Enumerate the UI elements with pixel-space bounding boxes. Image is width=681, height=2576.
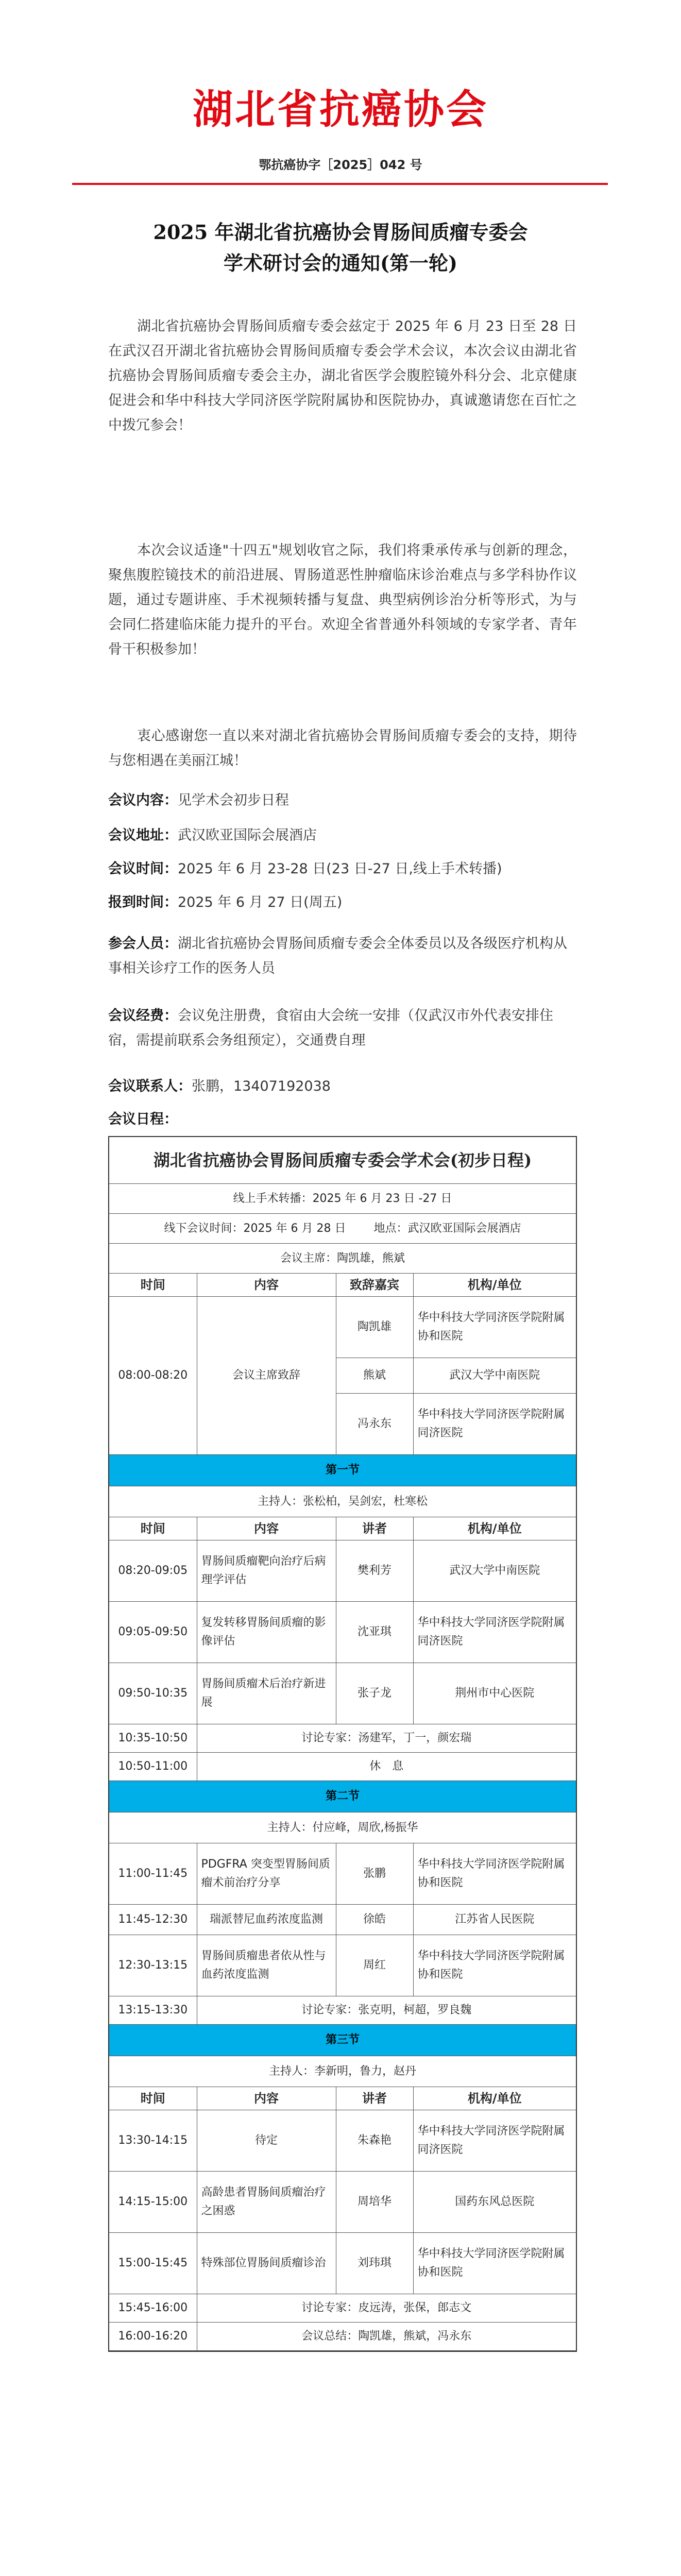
talk-time: 09:50-10:35 — [109, 1663, 197, 1724]
thanks-paragraph: 衷心感谢您一直以来对湖北省抗癌协会胃肠间质瘤专委会的支持，期待与您相遇在美丽江城！ — [108, 728, 577, 769]
talk-org: 荆州市中心医院 — [413, 1663, 576, 1724]
col-header: 机构/单位 — [413, 1517, 576, 1540]
talk-org: 华中科技大学同济医学院附属协和医院 — [413, 2233, 576, 2294]
online-info: 线上手术转播：2025 年 6 月 23 日 -27 日 — [109, 1184, 576, 1214]
talk-time: 15:00-15:45 — [109, 2233, 197, 2294]
col-header: 讲者 — [336, 2087, 413, 2110]
notice-title-line2: 学术研讨会的通知(第一轮) — [224, 251, 457, 275]
talk-time: 11:00-11:45 — [109, 1843, 197, 1905]
table-row — [109, 1753, 576, 1781]
red-divider — [72, 183, 608, 185]
col-header: 机构/单位 — [413, 2087, 576, 2110]
talk-speaker: 周红 — [336, 1935, 413, 1996]
talk-content: 胃肠间质瘤术后治疗新进展 — [197, 1663, 336, 1724]
col-header: 内容 — [197, 1274, 336, 1297]
guest-name: 冯永东 — [336, 1394, 413, 1455]
talk-content: PDGFRA 突变型胃肠间质瘤术前治疗分享 — [197, 1843, 336, 1905]
table-row — [109, 2233, 576, 2294]
talk-speaker: 刘玮琪 — [336, 2233, 413, 2294]
talk-time: 08:20-09:05 — [109, 1540, 197, 1602]
talk-content: 胃肠间质瘤患者依从性与血药浓度监测 — [197, 1935, 336, 1996]
discuss-time: 10:35-10:50 — [109, 1724, 197, 1753]
guest-org: 武汉大学中南医院 — [413, 1358, 576, 1394]
closing-time: 16:00-16:20 — [109, 2323, 197, 2351]
talk-speaker: 徐皓 — [336, 1905, 413, 1935]
table-row — [109, 1297, 576, 1358]
col-header: 时间 — [109, 2087, 197, 2110]
talk-content: 待定 — [197, 2110, 336, 2172]
section-2-header: 第二节 — [109, 1781, 576, 1812]
col-header: 时间 — [109, 1274, 197, 1297]
info-fee — [108, 1004, 577, 1053]
guest-name: 熊斌 — [336, 1358, 413, 1394]
break-label: 休 息 — [197, 1753, 576, 1781]
talk-speaker: 朱森艳 — [336, 2110, 413, 2172]
talk-speaker: 樊利芳 — [336, 1540, 413, 1602]
talk-time: 12:30-13:15 — [109, 1935, 197, 1996]
offline-time: 线下会议时间：2025 年 6 月 28 日 — [164, 1222, 346, 1235]
attendees-value: 湖北省抗癌协会胃肠间质瘤专委会全体委员以及各级医疗机构从事相关诊疗工作的医务人员 — [108, 936, 567, 976]
table-row — [109, 1996, 576, 2025]
col-header: 时间 — [109, 1517, 197, 1540]
table-row — [109, 1540, 576, 1602]
info-attendees — [108, 931, 577, 981]
talk-time: 09:05-09:50 — [109, 1602, 197, 1663]
info-content — [108, 788, 577, 813]
section-3-chairs: 主持人：李新明，鲁力，赵丹 — [109, 2056, 576, 2087]
talk-time: 11:45-12:30 — [109, 1905, 197, 1935]
intro-paragraph: 湖北省抗癌协会胃肠间质瘤专委会兹定于 2025 年 6 月 23 日至 28 日在武汉召开湖北省抗癌协会胃肠间质瘤专委会学术会议，本次会议由湖北省抗癌协会胃肠间质瘤专委会主办，湖北省医学会腹腔镜外科分会、北京健康促进会和华中科技大学同济医学院附属协和医院协办，真诚邀请您在百忙之中拨冗参会！ — [108, 318, 577, 433]
talk-speaker: 沈亚琪 — [336, 1602, 413, 1663]
section-1-header: 第一节 — [109, 1455, 576, 1486]
talk-content: 瑞派替尼血药浓度监测 — [197, 1905, 336, 1935]
section-3-header: 第三节 — [109, 2025, 576, 2056]
info-checkin — [108, 890, 577, 915]
time-value: 2025 年 6 月 23-28 日(23 日-27 日,线上手术转播) — [178, 861, 502, 877]
offline-place: 地点：武汉欧亚国际会展酒店 — [373, 1222, 521, 1235]
discuss-experts: 讨论专家：张克明，柯超，罗良魏 — [197, 1996, 576, 2025]
talk-speaker: 张子龙 — [336, 1663, 413, 1724]
document-number: 鄂抗癌协字［2025］042 号 — [259, 158, 422, 172]
talk-time: 13:30-14:15 — [109, 2110, 197, 2172]
table-row — [109, 1843, 576, 1905]
info-time — [108, 857, 577, 882]
closing-summary: 会议总结：陶凯雄，熊斌，冯永东 — [197, 2323, 576, 2351]
theme-paragraph: 本次会议适逢"十四五"规划收官之际，我们将秉承传承与创新的理念，聚焦腹腔镜技术的前沿进展、胃肠道恶性肿瘤临床诊治难点与多学科协作议题，通过专题讲座、手术视频转播与复盘、典型病例诊治分析等形式，为与会同仁搭建临床能力提升的平台。欢迎全省普通外科领域的专家学者、青年骨干积极参加！ — [108, 543, 577, 657]
talk-content: 胃肠间质瘤靶向治疗后病理学评估 — [197, 1540, 336, 1602]
contact-label: 会议联系人： — [108, 1078, 192, 1094]
opening-header-row — [109, 1274, 576, 1297]
fee-value: 会议免注册费，食宿由大会统一安排（仅武汉市外代表安排住宿，需提前联系会务组预定），交通费自理 — [108, 1008, 553, 1048]
talk-org: 华中科技大学同济医学院附属协和医院 — [413, 1935, 576, 1996]
talk-org: 武汉大学中南医院 — [413, 1540, 576, 1602]
header-row — [109, 1517, 576, 1540]
table-row — [109, 2323, 576, 2351]
guest-name: 陶凯雄 — [336, 1297, 413, 1358]
talk-speaker: 周培华 — [336, 2172, 413, 2233]
offline-info — [109, 1214, 576, 1244]
talk-content: 复发转移胃肠间质瘤的影像评估 — [197, 1602, 336, 1663]
talk-content: 高龄患者胃肠间质瘤治疗之困惑 — [197, 2172, 336, 2233]
table-row — [109, 1724, 576, 1753]
info-venue — [108, 823, 577, 848]
schedule-table — [108, 1136, 577, 2352]
table-row — [109, 1935, 576, 1996]
discuss-time: 13:15-13:30 — [109, 1996, 197, 2025]
info-contact — [108, 1074, 577, 1099]
section-2-table — [109, 1843, 576, 2025]
table-row — [109, 2294, 576, 2323]
contact-value: 张鹏，13407192038 — [192, 1078, 331, 1094]
section-1-table — [109, 1517, 576, 1781]
table-row — [109, 1602, 576, 1663]
guest-org: 华中科技大学同济医学院附属协和医院 — [413, 1297, 576, 1358]
talk-org: 华中科技大学同济医学院附属同济医院 — [413, 1602, 576, 1663]
checkin-label: 报到时间： — [108, 894, 178, 910]
venue-label: 会议地址： — [108, 827, 178, 843]
schedule-label: 会议日程： — [108, 1111, 178, 1127]
table-row — [109, 2110, 576, 2172]
talk-content: 特殊部位胃肠间质瘤诊治 — [197, 2233, 336, 2294]
talk-org: 江苏省人民医院 — [413, 1905, 576, 1935]
talk-org: 国药东风总医院 — [413, 2172, 576, 2233]
col-header: 讲者 — [336, 1517, 413, 1540]
section-2-chairs: 主持人：付应峰，周欣,杨振华 — [109, 1812, 576, 1843]
col-header: 内容 — [197, 1517, 336, 1540]
conference-chairs: 会议主席：陶凯雄，熊斌 — [109, 1244, 576, 1274]
section-3-table — [109, 2087, 576, 2351]
opening-time: 08:00-08:20 — [109, 1297, 197, 1455]
discuss-experts: 讨论专家：汤建军，丁一，颜宏瑞 — [197, 1724, 576, 1753]
header-row — [109, 2087, 576, 2110]
attendees-label: 参会人员： — [108, 936, 178, 952]
fee-label: 会议经费： — [108, 1008, 178, 1024]
opening-table — [109, 1274, 576, 1455]
org-header-title: 湖北省抗癌协会 — [192, 87, 488, 133]
col-header: 内容 — [197, 2087, 336, 2110]
col-header: 机构/单位 — [413, 1274, 576, 1297]
opening-content: 会议主席致辞 — [197, 1297, 336, 1455]
talk-speaker: 张鹏 — [336, 1843, 413, 1905]
table-row — [109, 2172, 576, 2233]
table-row — [109, 1905, 576, 1935]
notice-title-line1: 2025 年湖北省抗癌协会胃肠间质瘤专委会 — [153, 221, 528, 244]
talk-time: 14:15-15:00 — [109, 2172, 197, 2233]
break-time: 10:50-11:00 — [109, 1753, 197, 1781]
col-header: 致辞嘉宾 — [336, 1274, 413, 1297]
schedule-title: 湖北省抗癌协会胃肠间质瘤专委会学术会(初步日程) — [109, 1137, 576, 1184]
discuss-experts: 讨论专家：皮远涛，张保，郎志文 — [197, 2294, 576, 2323]
checkin-value: 2025 年 6 月 27 日(周五) — [178, 894, 343, 910]
section-1-chairs: 主持人：张松柏，吴剑宏，杜寒松 — [109, 1486, 576, 1517]
content-label: 会议内容： — [108, 792, 178, 808]
guest-org: 华中科技大学同济医学院附属同济医院 — [413, 1394, 576, 1455]
talk-org: 华中科技大学同济医学院附属协和医院 — [413, 1843, 576, 1905]
time-label: 会议时间： — [108, 861, 178, 877]
talk-org: 华中科技大学同济医学院附属同济医院 — [413, 2110, 576, 2172]
venue-value: 武汉欧亚国际会展酒店 — [178, 827, 317, 843]
content-value: 见学术会初步日程 — [178, 792, 289, 808]
table-row — [109, 1663, 576, 1724]
discuss-time: 15:45-16:00 — [109, 2294, 197, 2323]
